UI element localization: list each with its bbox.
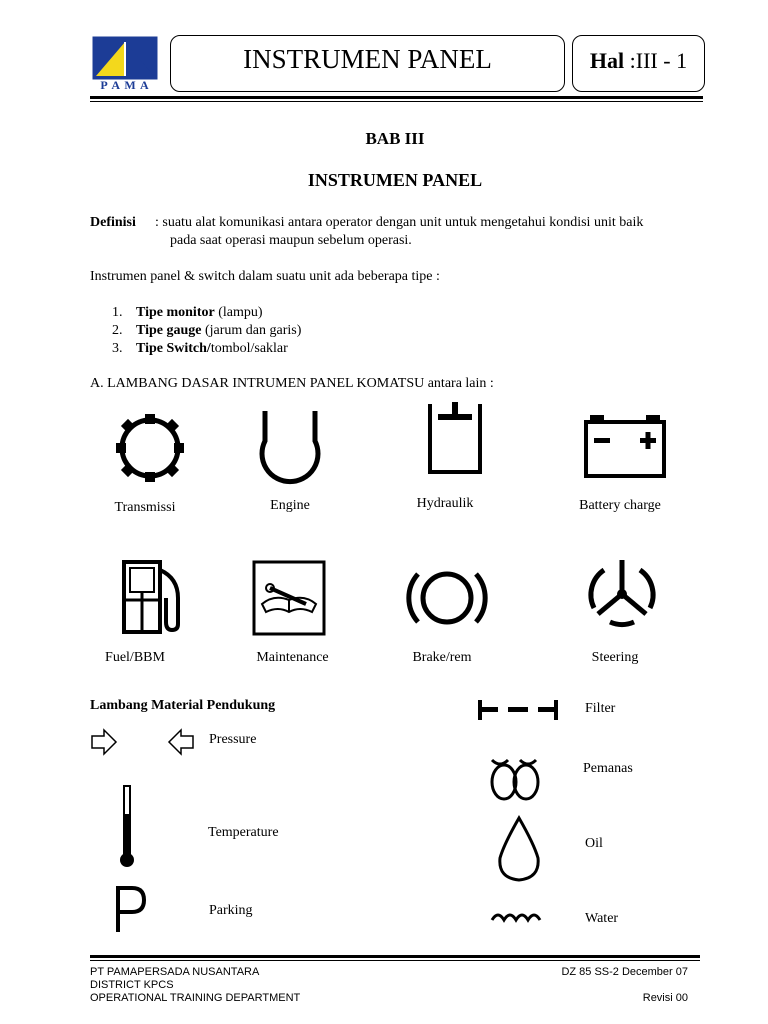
hal-label: Hal bbox=[589, 48, 625, 73]
arrow-left-icon bbox=[165, 728, 195, 756]
maintenance-icon bbox=[252, 560, 326, 636]
logo-text: P A M A bbox=[100, 78, 150, 92]
water-icon bbox=[490, 908, 546, 928]
definition-label: Definisi bbox=[90, 215, 136, 230]
chapter-heading: BAB III bbox=[365, 129, 425, 148]
heater-icon bbox=[486, 754, 546, 804]
list-item bbox=[112, 304, 301, 322]
label-fuel: Fuel/BBM bbox=[105, 650, 165, 665]
footer-left bbox=[90, 966, 300, 1005]
footer-district: DISTRICT KPCS bbox=[90, 979, 174, 991]
label-transmissi: Transmissi bbox=[114, 500, 176, 515]
section-heading: INSTRUMEN PANEL bbox=[307, 170, 483, 190]
footer-doc: DZ 85 SS-2 December 07 bbox=[561, 966, 688, 978]
list-item bbox=[112, 322, 301, 340]
label-parking: Parking bbox=[209, 903, 253, 918]
list-number: 3. bbox=[112, 341, 123, 356]
footer-revision: Revisi 00 bbox=[642, 992, 688, 1004]
page-number bbox=[573, 48, 704, 74]
steering-icon bbox=[582, 556, 662, 636]
list-bold: Tipe Switch/ bbox=[136, 341, 211, 356]
section-a-heading: A. LAMBANG DASAR INTRUMEN PANEL KOMATSU antara lain : bbox=[90, 376, 494, 391]
header-rule-thin bbox=[90, 101, 703, 102]
pama-logo-mark bbox=[92, 36, 158, 80]
label-oil: Oil bbox=[585, 836, 603, 851]
arrow-right-icon bbox=[90, 728, 120, 756]
footer-rule-thin bbox=[90, 960, 700, 961]
hal-value: :III - 1 bbox=[629, 48, 688, 73]
type-list bbox=[112, 304, 301, 358]
definition-line-2: pada saat operasi maupun sebelum operasi. bbox=[170, 233, 412, 248]
page-title: INSTRUMEN PANEL bbox=[243, 44, 492, 74]
list-item bbox=[112, 340, 301, 358]
transmission-icon bbox=[110, 408, 190, 488]
battery-icon bbox=[580, 410, 670, 480]
label-engine: Engine bbox=[270, 498, 310, 513]
filter-icon bbox=[474, 698, 564, 722]
footer-rule-thick bbox=[90, 955, 700, 958]
label-battery: Battery charge bbox=[579, 498, 661, 513]
label-steering: Steering bbox=[591, 650, 639, 665]
footer-dept: OPERATIONAL TRAINING DEPARTMENT bbox=[90, 992, 301, 1004]
engine-icon bbox=[255, 405, 325, 485]
page-number-box bbox=[572, 35, 705, 92]
label-filter: Filter bbox=[585, 701, 616, 716]
label-brake: Brake/rem bbox=[412, 650, 472, 665]
list-number: 1. bbox=[112, 305, 123, 320]
pama-logo bbox=[92, 36, 158, 92]
footer-company: PT PAMAPERSADA NUSANTARA bbox=[90, 966, 260, 978]
label-temperature: Temperature bbox=[208, 825, 279, 840]
fuel-icon bbox=[118, 558, 188, 638]
list-number: 2. bbox=[112, 323, 123, 338]
definition-line-1: : suatu alat komunikasi antara operator dengan unit untuk mengetahui kondisi unit baik bbox=[155, 215, 644, 230]
label-pemanas: Pemanas bbox=[583, 761, 633, 776]
label-maintenance: Maintenance bbox=[256, 650, 329, 665]
thermometer-icon bbox=[118, 784, 138, 870]
material-heading: Lambang Material Pendukung bbox=[90, 698, 276, 713]
brake-icon bbox=[402, 560, 492, 636]
list-rest: tombol/saklar bbox=[210, 341, 288, 356]
oil-drop-icon bbox=[494, 814, 544, 884]
list-bold: Tipe gauge bbox=[136, 323, 202, 338]
list-rest: (jarum dan garis) bbox=[201, 323, 302, 338]
label-hydraulik: Hydraulik bbox=[416, 496, 474, 511]
title-box bbox=[170, 35, 565, 92]
header-rule-thick bbox=[90, 96, 703, 99]
hydraulic-icon bbox=[420, 400, 490, 480]
label-pressure: Pressure bbox=[209, 732, 257, 747]
list-bold: Tipe monitor bbox=[136, 305, 215, 320]
label-water: Water bbox=[585, 911, 619, 926]
parking-icon bbox=[112, 884, 152, 934]
list-rest: (lampu) bbox=[214, 305, 263, 320]
intro-text: Instrumen panel & switch dalam suatu unit ada beberapa tipe : bbox=[90, 269, 440, 284]
